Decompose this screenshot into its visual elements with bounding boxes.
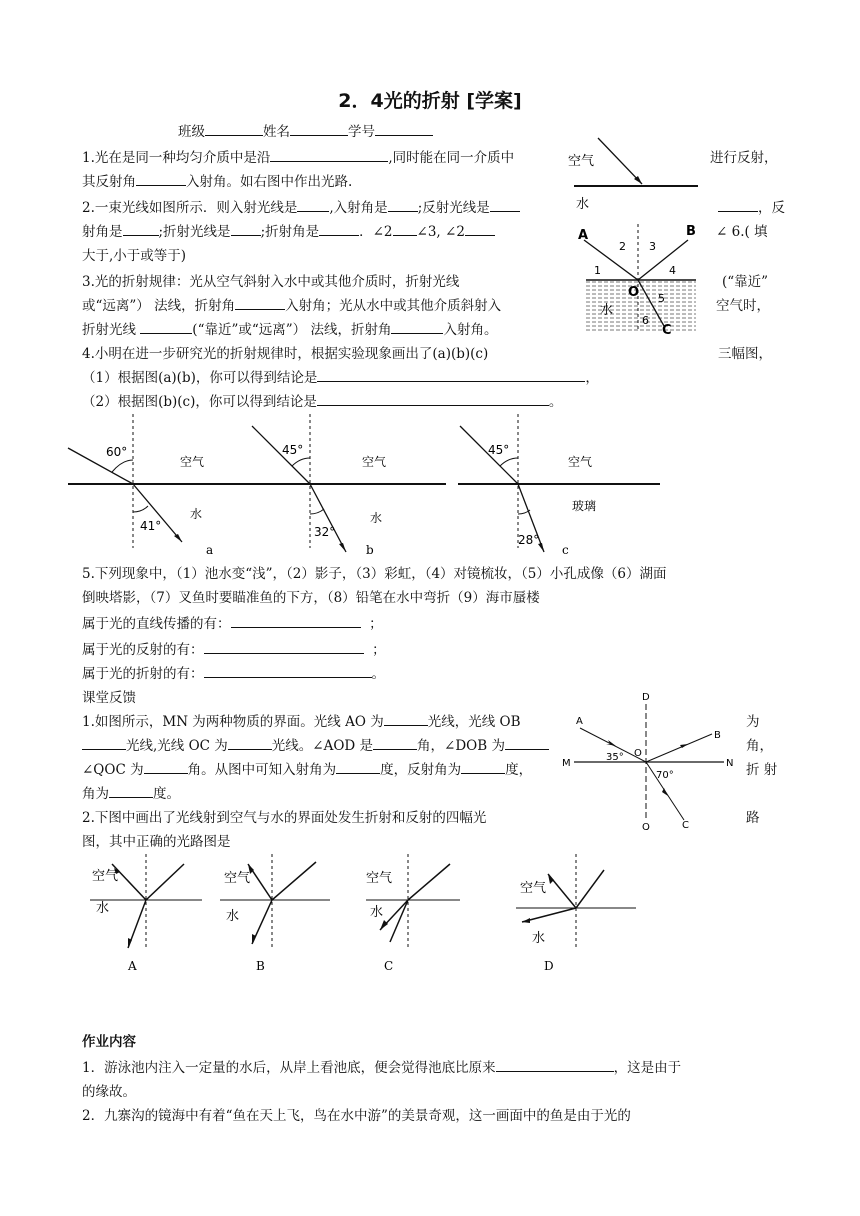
fb-q1-line1-end: 为: [746, 714, 760, 730]
svg-text:5: 5: [658, 292, 665, 305]
homework-q1-line2: 的缘故。: [82, 1084, 136, 1100]
homework-heading: 作业内容: [82, 1034, 136, 1050]
q3-line2: 或“远离”） 法线，折射角 入射角；光从水中或其他介质斜射入: [82, 294, 501, 314]
option-c: [366, 854, 460, 973]
name-blank: [290, 121, 348, 136]
svg-text:B: B: [256, 959, 265, 973]
svg-text:D: D: [642, 692, 650, 703]
svg-text:空气: 空气: [180, 455, 205, 469]
svg-text:45°: 45°: [488, 443, 510, 457]
option-d: [516, 854, 636, 973]
svg-text:1: 1: [594, 264, 601, 277]
class-blank: [205, 121, 263, 136]
svg-text:A: A: [576, 716, 583, 727]
q1-line2: 其反射角 入射角。如右图中作出光路.: [82, 170, 352, 190]
svg-text:C: C: [662, 323, 672, 338]
svg-text:Q: Q: [642, 822, 650, 830]
fb-q1-line2: 光线,光线 OC 为 光线。∠AOD 是 角，∠DOB 为: [82, 734, 549, 754]
svg-text:41°: 41°: [140, 519, 162, 533]
svg-text:B: B: [686, 224, 696, 239]
svg-text:28°: 28°: [518, 533, 540, 547]
svg-text:玻璃: 玻璃: [572, 499, 597, 513]
svg-text:O: O: [628, 285, 640, 300]
q5-reflection: 属于光的反射的有： ；: [82, 638, 386, 658]
homework-q1-line1: 1．游泳池内注入一定量的水后，从岸上看池底，便会觉得池底比原来 ，这是由于: [82, 1056, 681, 1076]
option-a: [90, 854, 202, 973]
svg-text:2: 2: [619, 240, 626, 253]
class-label: 班级: [178, 124, 205, 140]
q3-line3: 折射光线 (“靠近”或“远离”） 法线，折射角 入射角。: [82, 318, 497, 338]
fb-q1-line3-end: 折 射: [746, 762, 778, 778]
svg-text:c: c: [562, 543, 569, 557]
page-title: 2．4光的折射 [学案]: [338, 90, 522, 112]
air-label: 空气: [568, 154, 595, 169]
q1-line1-end: 进行反射，: [710, 150, 778, 166]
fb-q2-line2: 图，其中正确的光路图是: [82, 834, 231, 850]
student-info: [178, 120, 433, 140]
q2-line2-end: ∠ 6.( 填: [716, 224, 768, 240]
name-label: 姓名: [263, 124, 290, 140]
svg-text:C: C: [384, 959, 394, 973]
svg-text:B: B: [714, 730, 721, 741]
q5-line1: 5.下列现象中，（1）池水变“浅”，（2）影子，（3）彩虹，（4）对镜梳妆，（5）小孔成像（6）湖面: [82, 566, 667, 582]
svg-text:O: O: [634, 748, 642, 759]
water-label: 水: [576, 197, 590, 212]
q4-line3: （2）根据图(b)(c)，你可以得到结论是 。: [82, 390, 562, 410]
svg-text:45°: 45°: [282, 443, 304, 457]
fb-q2-line1: 2.下图中画出了光线射到空气与水的界面处发生折射和反射的四幅光: [82, 810, 487, 826]
svg-text:3: 3: [649, 240, 656, 253]
svg-text:b: b: [366, 543, 374, 557]
svg-text:60°: 60°: [106, 445, 128, 459]
q5-line2: 倒映塔影，（7）叉鱼时要瞄准鱼的下方，（8）铅笔在水中弯折（9）海市蜃楼: [82, 590, 540, 606]
option-figures: [84, 850, 644, 980]
option-b: [220, 854, 330, 973]
figure-a: [68, 414, 260, 557]
svg-text:N: N: [726, 758, 734, 769]
q2-line2: 射角是 ;折射光线是 ;折射角是 ．∠2 ∠3, ∠2: [82, 220, 495, 240]
svg-text:a: a: [206, 543, 214, 557]
svg-text:35°: 35°: [606, 752, 624, 763]
q5-straight: 属于光的直线传播的有： ；: [82, 612, 383, 632]
feedback-heading: 课堂反馈: [82, 690, 136, 706]
homework-q2: 2．九寨沟的镜海中有着“鱼在天上飞，鸟在水中游”的美景奇观，这一画面中的鱼是由于光的: [82, 1108, 631, 1124]
q5-refraction: 属于光的折射的有： 。: [82, 662, 385, 682]
svg-text:水: 水: [370, 905, 384, 920]
figure-b: [248, 414, 446, 557]
svg-text:空气: 空气: [224, 871, 251, 886]
id-blank: [375, 121, 433, 136]
mn-figure: [560, 690, 740, 830]
svg-text:A: A: [128, 959, 137, 973]
fb-q2-line1-end: 路: [746, 810, 760, 826]
svg-text:32°: 32°: [314, 525, 336, 539]
fb-q1-line2-end: 角，: [746, 738, 773, 754]
svg-text:空气: 空气: [520, 881, 547, 896]
refraction-figure-q2: [562, 132, 712, 342]
svg-text:空气: 空气: [366, 871, 393, 886]
svg-text:4: 4: [669, 264, 676, 277]
q3-line1-end: (“靠近”: [722, 274, 769, 290]
svg-text:C: C: [682, 820, 689, 830]
svg-text:水: 水: [226, 909, 240, 924]
svg-text:水: 水: [532, 931, 546, 946]
svg-text:水: 水: [370, 511, 383, 525]
q4-line2: （1）根据图(a)(b)，你可以得到结论是 ，: [82, 366, 599, 386]
q4-line1: 4.小明在进一步研究光的折射规律时，根据实验现象画出了(a)(b)(c): [82, 346, 489, 362]
fb-q1-line1: 1.如图所示，MN 为两种物质的界面。光线 AO 为 光线，光线 OB: [82, 710, 521, 730]
svg-text:水: 水: [96, 901, 110, 916]
id-label: 学号: [348, 124, 375, 140]
q2-line1: 2.一束光线如图所示．则入射光线是 ,入射角是 ;反射光线是: [82, 196, 520, 216]
svg-text:6: 6: [642, 314, 649, 327]
q3-line2-end: 空气时，: [716, 298, 770, 314]
q4-line1-end: 三幅图，: [718, 346, 772, 362]
svg-text:M: M: [562, 758, 571, 769]
fb-q1-line4: 角为 度。: [82, 782, 180, 802]
q4-figures: [60, 408, 660, 558]
q2-line3: 大于,小于或等于): [82, 248, 187, 264]
q2-line1-end: ，反: [718, 196, 785, 216]
svg-text:A: A: [578, 228, 589, 243]
svg-text:空气: 空气: [92, 869, 119, 884]
figure-c: [458, 414, 660, 557]
svg-text:70°: 70°: [656, 770, 674, 781]
svg-text:水: 水: [600, 303, 614, 318]
svg-text:水: 水: [190, 507, 203, 521]
q3-line1: 3.光的折射规律：光从空气斜射入水中或其他介质时，折射光线: [82, 274, 460, 290]
svg-text:D: D: [544, 959, 554, 973]
q1-line1: 1.光在是同一种均匀介质中是沿 ,同时能在同一介质中: [82, 146, 514, 166]
svg-text:空气: 空气: [362, 455, 387, 469]
svg-text:空气: 空气: [568, 455, 593, 469]
fb-q1-line3: ∠QOC 为 角。从图中可知入射角为 度，反射角为 度，: [82, 758, 532, 778]
